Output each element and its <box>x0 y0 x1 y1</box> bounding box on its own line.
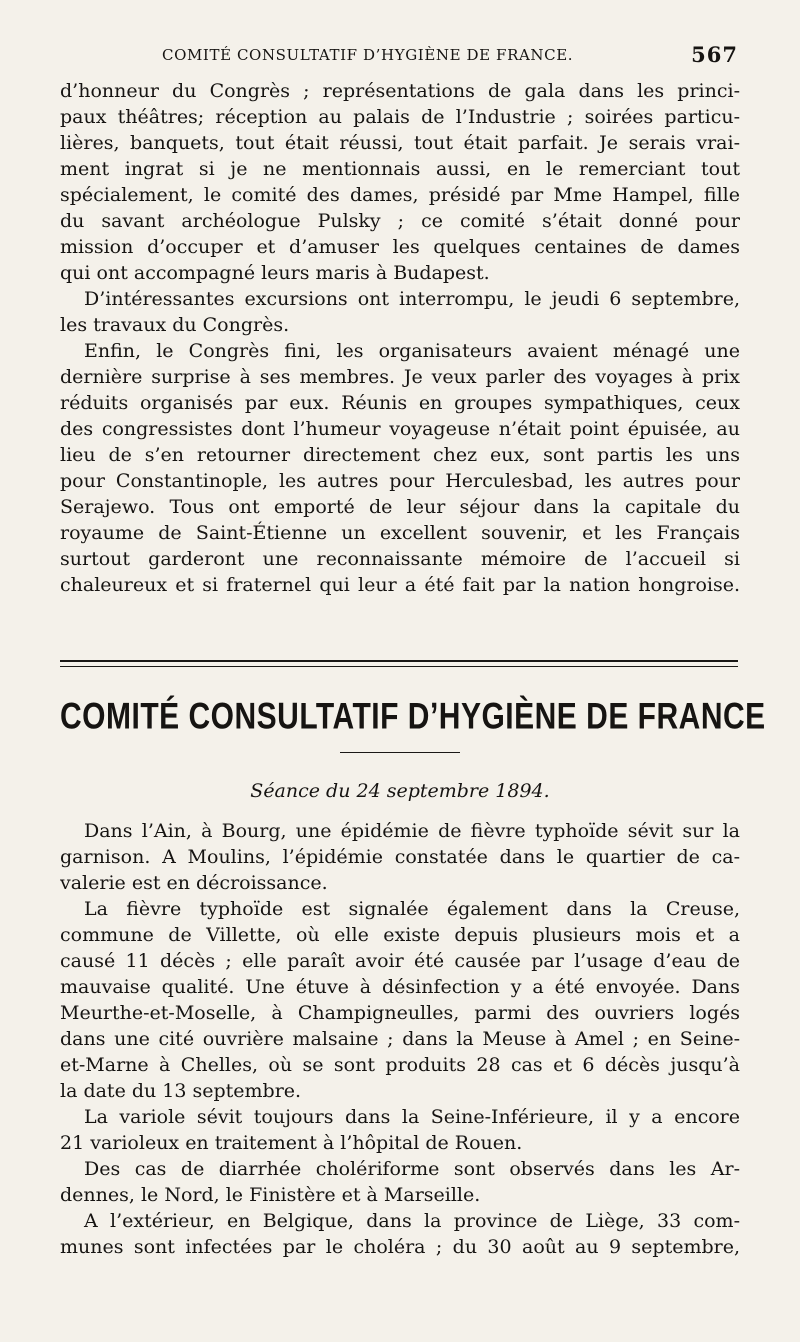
text-line: Meurthe-et-Moselle, à Champigneulles, parmi des ouvriers logés <box>60 1002 740 1024</box>
running-title: COMITÉ CONSULTATIF D’HYGIÈNE DE FRANCE. <box>162 46 574 64</box>
text-line: des congressistes dont l’humeur voyageuse n’était point épuisée, au <box>60 418 740 440</box>
text-line: 21 varioleux en traitement à l’hôpital de Rouen. <box>60 1132 523 1154</box>
text-line: Enfin, le Congrès fini, les organisateurs avaient ménagé une <box>84 340 740 362</box>
section-divider-thick <box>60 660 738 662</box>
text-line: La fièvre typhoïde est signalée également dans la Creuse, <box>84 898 740 920</box>
text-line: dernière surprise à ses membres. Je veux parler des voyages à prix <box>60 366 740 388</box>
text-line: qui ont accompagné leurs maris à Budapest. <box>60 262 490 284</box>
text-line: ment ingrat si je ne mentionnais aussi, en le remerciant tout <box>60 158 740 180</box>
text-line: les travaux du Congrès. <box>60 314 290 336</box>
text-line: pour Constantinople, les autres pour Herculesbad, les autres pour <box>60 470 740 492</box>
text-line: et-Marne à Chelles, où se sont produits 28 cas et 6 décès jusqu’à <box>60 1054 740 1076</box>
text-line: commune de Villette, où elle existe depuis plusieurs mois et a <box>60 924 740 946</box>
running-head <box>60 42 740 72</box>
session-date: Séance du 24 septembre 1894. <box>250 780 550 802</box>
text-line: mission d’occuper et d’amuser les quelques centaines de dames <box>60 236 740 258</box>
text-line: munes sont infectées par le choléra ; du 30 août au 9 septembre, <box>60 1236 740 1258</box>
text-line: paux théâtres; réception au palais de l’Industrie ; soirées particu- <box>60 106 740 128</box>
text-line: spécialement, le comité des dames, présidé par Mme Hampel, fille <box>60 184 740 206</box>
text-line: Des cas de diarrhée cholériforme sont observés dans les Ar- <box>84 1158 740 1180</box>
text-line: mauvaise qualité. Une étuve à désinfection y a été envoyée. Dans <box>60 976 740 998</box>
text-line: dans une cité ouvrière malsaine ; dans la Meuse à Amel ; en Seine- <box>60 1028 740 1050</box>
section-title: COMITÉ CONSULTATIF D’HYGIÈNE DE FRANCE <box>60 695 766 737</box>
text-line: D’intéressantes excursions ont interrompu, le jeudi 6 septembre, <box>84 288 740 310</box>
text-line: surtout garderont une reconnaissante mémoire de l’accueil si <box>60 548 740 570</box>
text-line: réduits organisés par eux. Réunis en groupes sympathiques, ceux <box>60 392 740 414</box>
text-line: Dans l’Ain, à Bourg, une épidémie de fièvre typhoïde sévit sur la <box>84 820 740 842</box>
text-line: dennes, le Nord, le Finistère et à Marseille. <box>60 1184 481 1206</box>
text-line: valerie est en décroissance. <box>60 872 328 894</box>
title-underline <box>340 752 460 753</box>
text-line: la date du 13 septembre. <box>60 1080 302 1102</box>
text-line: lieu de s’en retourner directement chez eux, sont partis les uns <box>60 444 740 466</box>
text-line: du savant archéologue Pulsky ; ce comité s’était donné pour <box>60 210 740 232</box>
text-line: A l’extérieur, en Belgique, dans la province de Liège, 33 com- <box>84 1210 740 1232</box>
text-line: lières, banquets, tout était réussi, tout était parfait. Je serais vrai- <box>60 132 740 154</box>
text-line: chaleureux et si fraternel qui leur a été fait par la nation hongroise. <box>60 574 740 596</box>
text-block-top <box>60 78 740 598</box>
text-line: La variole sévit toujours dans la Seine-Inférieure, il y a encore <box>84 1106 740 1128</box>
text-line: Serajewo. Tous ont emporté de leur séjour dans la capitale du <box>60 496 740 518</box>
text-block-bottom <box>60 818 740 1260</box>
text-line: royaume de Saint-Étienne un excellent souvenir, et les Français <box>60 522 740 544</box>
section-divider-thin <box>60 666 738 667</box>
text-line: causé 11 décès ; elle paraît avoir été causée par l’usage d’eau de <box>60 950 740 972</box>
page-number: 567 <box>691 42 738 67</box>
text-line: garnison. A Moulins, l’épidémie constatée dans le quartier de ca- <box>60 846 740 868</box>
text-line: d’honneur du Congrès ; représentations de gala dans les princi- <box>60 80 740 102</box>
